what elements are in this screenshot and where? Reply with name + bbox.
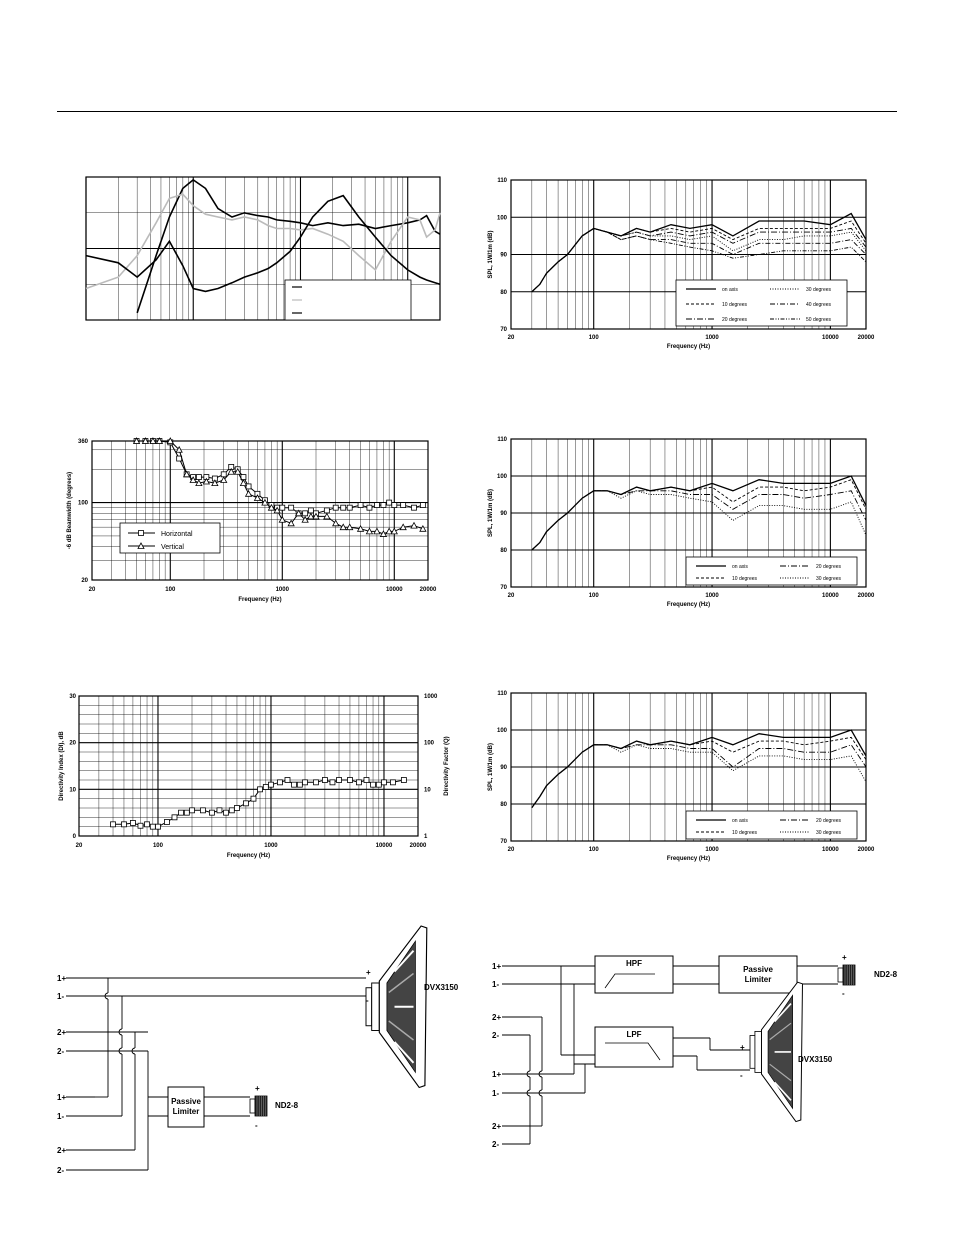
passive-input-pin: 1- (57, 992, 65, 1001)
horizontal-spl-chart-xtick: 100 (588, 335, 599, 341)
biamp-output-pin: 2+ (492, 1122, 502, 1131)
directivity-point (330, 780, 335, 785)
biamp-output-pin: 1- (492, 1089, 500, 1098)
biamp-woofer-plate (755, 1031, 762, 1072)
vertical-spl-chart-a-ytick: 100 (496, 474, 507, 480)
horizontal-spl-chart-legend-label: 40 degrees (806, 302, 832, 308)
directivity-point (285, 778, 290, 783)
vertical-spl-chart-b-ylabel: SPL, 1W/1m (dB) (488, 742, 494, 792)
beamwidth-point (411, 523, 417, 529)
biamp-output-pin: 2- (492, 1140, 500, 1149)
directivity-point (145, 822, 150, 827)
vertical-spl-chart-a-series-3 (532, 491, 866, 550)
beamwidth-point (221, 472, 226, 477)
directivity-ytick-left: 10 (69, 787, 76, 794)
beamwidth-point (303, 511, 308, 516)
passive-woofer (366, 926, 427, 1088)
vertical-spl-chart-b-legend-label: on axis (732, 818, 748, 824)
beamwidth-point (246, 491, 252, 497)
beamwidth-point (387, 500, 392, 505)
directivity-ytick-right: 1000 (424, 694, 438, 700)
directivity-point (138, 823, 143, 828)
biamp-horn-flange (838, 968, 843, 982)
horizontal-spl-chart-xtick: 1000 (705, 335, 719, 341)
vertical-spl-chart-a-legend-label: 10 degrees (732, 576, 758, 582)
directivity-point (303, 780, 308, 785)
directivity-point (130, 820, 135, 825)
biamp-input-pin: 1+ (492, 962, 502, 971)
vertical-spl-chart-b-xtick: 100 (588, 847, 599, 853)
vertical-spl-chart-b-xtick: 1000 (705, 847, 719, 853)
vertical-spl-chart-b-ytick: 90 (500, 765, 507, 771)
directivity-point (268, 782, 273, 787)
passive-woofer-minus: - (366, 996, 369, 1005)
directivity-xtick: 20 (75, 843, 83, 849)
directivity-point (229, 808, 234, 813)
passive-woofer-label: DVX3150 (424, 983, 459, 992)
biamp-woofer-label: DVX3150 (798, 1055, 833, 1064)
directivity-point (172, 815, 177, 820)
passive-limiter-label: Limiter (172, 1107, 200, 1116)
horizontal-spl-chart-ytick: 90 (500, 252, 507, 259)
vertical-spl-chart-b-ytick: 100 (496, 728, 507, 734)
directivity-point (263, 785, 268, 790)
biamp-woofer-magnet (750, 1036, 755, 1069)
vertical-spl-chart-b-series-3 (532, 745, 866, 808)
directivity-point (121, 822, 126, 827)
directivity-point (381, 780, 386, 785)
directivity-xtick: 20000 (409, 843, 427, 849)
beamwidth-point (381, 503, 386, 508)
directivity-point (209, 810, 214, 815)
passive-input-pin: 2+ (57, 1028, 67, 1037)
beamwidth-point (392, 503, 397, 508)
horizontal-spl-chart-xtick: 10000 (822, 335, 839, 341)
horizontal-spl-chart-ytick: 70 (500, 327, 507, 333)
biamp-horn-minus: - (842, 989, 845, 998)
horizontal-spl-chart-legend-label: on axis (722, 287, 738, 293)
directivity-point (234, 806, 239, 811)
horizontal-spl-chart-legend-label: 30 degrees (806, 287, 832, 293)
biamp-input-pin: 2+ (492, 1013, 502, 1022)
beamwidth-series-1 (137, 441, 423, 534)
vertical-spl-chart-a-legend-label: 30 degrees (816, 576, 842, 582)
biamp-limiter-label: Passive (743, 965, 773, 974)
passive-output-pin: 1- (57, 1112, 65, 1121)
directivity-xlabel: Frequency (Hz) (226, 853, 271, 859)
directivity-ytick-right: 1 (424, 834, 428, 840)
beamwidth-point (196, 475, 201, 480)
directivity-ylabel-right: Directivity Factor (Q) (444, 736, 450, 796)
directivity-ylabel-left: Directivity Index (DI), dB (59, 731, 65, 801)
impedance-legend (285, 280, 411, 320)
passive-limiter-label: Passive (171, 1097, 201, 1106)
vertical-spl-chart-b-series-2 (532, 745, 866, 808)
directivity-xtick: 1000 (264, 843, 278, 849)
directivity-point (224, 810, 229, 815)
beamwidth-point (401, 503, 406, 508)
directivity-point (337, 778, 342, 783)
passive-horn-minus: - (255, 1121, 258, 1130)
passive-woofer-plus: + (366, 968, 371, 977)
beamwidth-xtick: 10000 (385, 587, 403, 593)
biamp-output-pin: 1+ (492, 1070, 502, 1079)
beamwidth-point (347, 505, 352, 510)
directivity-ytick-left: 0 (72, 834, 76, 840)
vertical-spl-chart-b-legend-label: 20 degrees (816, 818, 842, 824)
vertical-spl-chart-a-ytick: 70 (500, 585, 507, 591)
passive-horn-flange (250, 1099, 255, 1113)
horizontal-spl-chart-ylabel: SPL, 1W/1m (dB) (488, 230, 494, 279)
vertical-spl-chart-b-xtick: 20000 (857, 847, 875, 853)
directivity-point (390, 780, 395, 785)
vertical-spl-chart-b-legend-label: 10 degrees (732, 830, 758, 836)
beamwidth-point (367, 505, 372, 510)
vertical-spl-chart-a-xtick: 100 (588, 593, 599, 599)
horizontal-spl-chart-xlabel: Frequency (Hz) (666, 344, 711, 350)
directivity-point (376, 782, 381, 787)
horizontal-spl-chart-xtick: 20000 (857, 335, 875, 341)
biamp-limiter-label: Limiter (744, 975, 772, 984)
beamwidth-ytick: 20 (81, 578, 88, 584)
vertical-spl-chart-a-legend-label: on axis (732, 564, 748, 570)
directivity-point (243, 801, 248, 806)
beamwidth-point (289, 505, 294, 510)
beamwidth-ytick: 100 (77, 500, 88, 507)
biamp-horn (838, 965, 855, 985)
directivity-point (150, 824, 155, 829)
beamwidth-point (374, 503, 379, 508)
passive-woofer-magnet (366, 988, 372, 1026)
beamwidth-ylabel: -6 dB Beamwidth (degrees) (67, 471, 73, 550)
beamwidth-point (324, 508, 329, 513)
beamwidth-legend-label: Vertical (161, 544, 184, 551)
beamwidth-point (333, 505, 338, 510)
vertical-spl-chart-a-ytick: 90 (500, 511, 507, 517)
biamp-hpf-label: HPF (626, 959, 642, 968)
vertical-spl-chart-b-series-0 (532, 730, 866, 808)
directivity-point (111, 822, 116, 827)
biamp-woofer (750, 982, 802, 1121)
horizontal-spl-chart-legend-label: 50 degrees (806, 317, 832, 323)
vertical-spl-chart-a-legend-label: 20 degrees (816, 564, 842, 570)
beamwidth-point (341, 505, 346, 510)
directivity-ytick-left: 20 (69, 740, 76, 747)
biamp-woofer-minus: - (740, 1071, 743, 1080)
horizontal-spl-chart-ytick: 100 (496, 215, 507, 222)
beamwidth-point (380, 531, 386, 537)
vertical-spl-chart-a-series-2 (532, 491, 866, 550)
vertical-spl-chart-b-xtick: 10000 (822, 847, 839, 853)
directivity-point (184, 810, 189, 815)
directivity-point (179, 810, 184, 815)
directivity-point (297, 782, 302, 787)
directivity-ytick-right: 10 (424, 787, 431, 794)
passive-output-pin: 1+ (57, 1093, 67, 1102)
beamwidth-point (308, 508, 313, 513)
beamwidth-point (412, 505, 417, 510)
directivity-point (356, 780, 361, 785)
beamwidth-legend-marker (139, 531, 144, 536)
beamwidth-point (420, 503, 425, 508)
vertical-spl-chart-a-xtick: 1000 (705, 593, 719, 599)
directivity-point (292, 782, 297, 787)
beamwidth-xtick: 100 (165, 587, 176, 593)
vertical-spl-chart-a-series-1 (532, 480, 866, 550)
passive-horn-plus: + (255, 1084, 260, 1093)
biamp-lpf-label: LPF (626, 1030, 642, 1039)
biamp-input-pin: 2- (492, 1031, 500, 1040)
vertical-spl-chart-b-series-1 (532, 737, 866, 807)
horizontal-spl-chart-ytick: 80 (500, 289, 507, 296)
vertical-spl-chart-b-xtick: 20 (507, 847, 515, 853)
passive-horn (250, 1096, 267, 1116)
biamp-horn-label: ND2-8 (874, 970, 898, 979)
beamwidth-xlabel: Frequency (Hz) (238, 597, 282, 603)
directivity-point (364, 778, 369, 783)
vertical-spl-chart-b-legend-label: 30 degrees (816, 830, 842, 836)
directivity-xtick: 100 (152, 843, 163, 849)
horizontal-spl-chart-xtick: 20 (507, 335, 515, 341)
passive-input-pin: 1+ (57, 974, 67, 983)
directivity-point (277, 780, 282, 785)
vertical-spl-chart-b-ytick: 70 (500, 839, 507, 845)
directivity-point (322, 778, 327, 783)
passive-output-pin: 2+ (57, 1146, 67, 1155)
vertical-spl-chart-a-ytick: 80 (500, 548, 507, 554)
directivity-point (200, 808, 205, 813)
beamwidth-ytick: 360 (77, 439, 88, 445)
vertical-spl-chart-b-ytick: 110 (497, 691, 507, 697)
directivity-ytick-right: 100 (424, 740, 435, 747)
directivity-xtick: 10000 (375, 843, 393, 849)
vertical-spl-chart-a-xtick: 10000 (822, 593, 839, 599)
vertical-spl-chart-b-xlabel: Frequency (Hz) (666, 856, 711, 862)
directivity-ytick-left: 30 (69, 694, 76, 700)
beamwidth-legend-label: Horizontal (161, 531, 193, 538)
directivity-point (401, 778, 406, 783)
beamwidth-xtick: 1000 (275, 587, 289, 593)
directivity-point (155, 824, 160, 829)
horizontal-spl-chart-legend-label: 20 degrees (722, 317, 748, 323)
directivity-point (347, 778, 352, 783)
beamwidth-point (279, 517, 285, 523)
vertical-spl-chart-a-ytick: 110 (497, 437, 507, 443)
vertical-spl-chart-a-xtick: 20 (507, 593, 515, 599)
beamwidth-xtick: 20 (88, 587, 96, 593)
beamwidth-point (280, 505, 285, 510)
vertical-spl-chart-a-xlabel: Frequency (Hz) (666, 602, 711, 608)
directivity-point (371, 782, 376, 787)
biamp-woofer-plus: + (740, 1043, 745, 1052)
directivity-point (217, 808, 222, 813)
passive-woofer-plate (372, 983, 380, 1031)
impedance-series-2 (86, 196, 440, 292)
biamp-input-pin: 1- (492, 980, 500, 989)
beamwidth-xtick: 20000 (419, 587, 437, 593)
horizontal-spl-chart-legend-label: 10 degrees (722, 302, 748, 308)
directivity-chart-frame (79, 696, 418, 836)
beamwidth-point (246, 484, 251, 489)
directivity-point (164, 820, 169, 825)
beamwidth-chart-frame (92, 441, 428, 580)
horizontal-spl-chart-ytick: 110 (497, 178, 507, 184)
vertical-spl-chart-a-xtick: 20000 (857, 593, 875, 599)
passive-input-pin: 2- (57, 1047, 65, 1056)
directivity-point (313, 780, 318, 785)
biamp-horn-plus: + (842, 953, 847, 962)
vertical-spl-chart-b-ytick: 80 (500, 802, 507, 808)
passive-horn-label: ND2-8 (275, 1101, 299, 1110)
directivity-point (251, 796, 256, 801)
passive-output-pin: 2- (57, 1166, 65, 1175)
beamwidth-point (358, 503, 363, 508)
vertical-spl-chart-a-ylabel: SPL, 1W/1m (dB) (488, 488, 494, 538)
directivity-point (258, 787, 263, 792)
directivity-point (190, 808, 195, 813)
